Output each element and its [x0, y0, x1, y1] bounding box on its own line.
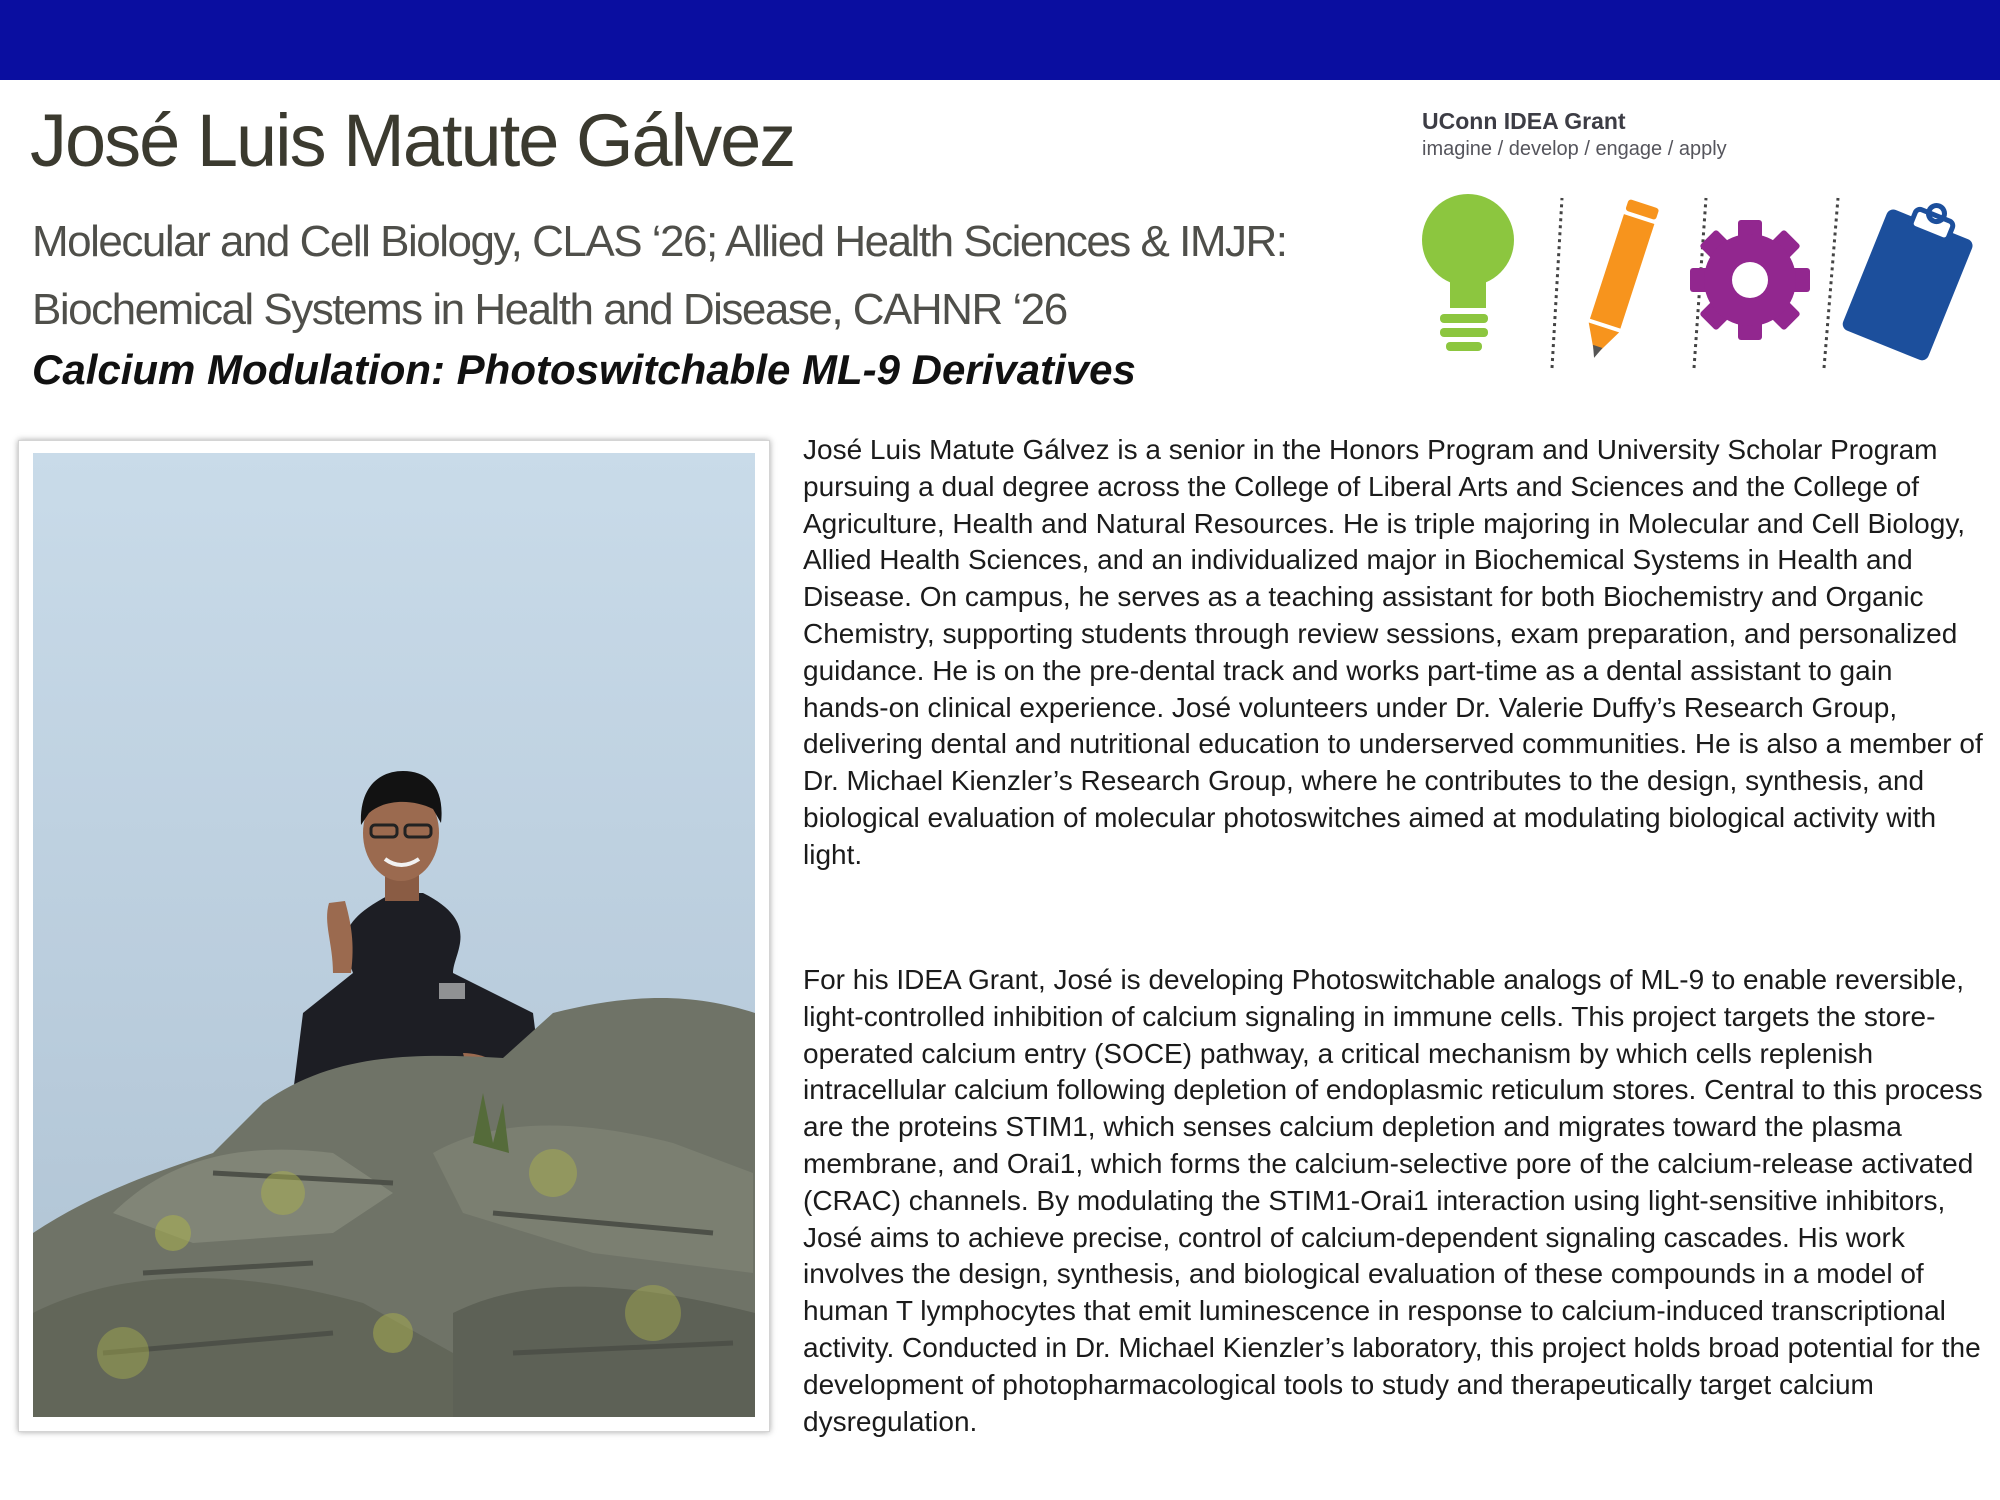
gear-icon — [1690, 220, 1810, 340]
idea-grant-logo — [1420, 106, 1980, 376]
top-banner — [0, 0, 2000, 80]
lightbulb-icon — [1422, 194, 1514, 351]
logo-title: UConn IDEA Grant — [1422, 108, 1626, 134]
student-bio: José Luis Matute Gálvez is a senior in the Honors Program and University Scholar Program pursuing a dual degree across the College of Liberal Arts and Sciences and the College of Agriculture, Health and Natural Resources. He is triple majoring in Molecular and Cell Biology, Allied Health Sciences, and an individualized major in Biochemical Systems in Health and Disease. On campus, he serves as a teaching assistant for both Biochemistry and Organic Chemistry, supporting students through review sessions, exam preparation, and personalized guidance. He is on the pre-dental track and works part-time as a dental assistant to gain hands-on clinical experience. José volunteers under Dr. Valerie Duffy’s Research Group, delivering dental and nutritional education to underserved communities. He is also a member of Dr. Michael Kienzler’s Research Group, where he contributes to the design, synthesis, and biological evaluation of molecular photoswitches aimed at modulating biological activity with light. — [803, 434, 1983, 870]
portrait-photo — [33, 453, 755, 1417]
portrait-photo-frame — [18, 440, 770, 1432]
pencil-icon — [1579, 199, 1659, 363]
project-title: Calcium Modulation: Photoswitchable ML-9 Derivatives — [32, 346, 1136, 393]
student-majors: Molecular and Cell Biology, CLAS ‘26; Allied Health Sciences & IMJR: Biochemical Systems in Health and Disease, CAHNR ‘26 — [32, 217, 1287, 334]
grant-description: For his IDEA Grant, José is developing Photoswitchable analogs of ML-9 to enable reversible, light-controlled inhibition of calcium signaling in immune cells. This project targets the store-operated calcium entry (SOCE) pathway, a critical mechanism by which cells replenish intracellular calcium following depletion of endoplasmic reticulum stores. Central to this process are the proteins STIM1, which senses calcium depletion and migrates toward the plasma membrane, and Orai1, which forms the calcium-selective pore of the calcium-release activated (CRAC) channels. By modulating the STIM1-Orai1 interaction using light-sensitive inhibitors, José aims to achieve precise, control of calcium-dependent signaling cascades. His work involves the design, synthesis, and biological evaluation of these compounds in a model of human T lymphocytes that emit luminescence in response to calcium-induced transcriptional activity. Conducted in Dr. Michael Kienzler’s laboratory, this project holds broad potential for the development of photopharmacological tools to study and therapeutically target calcium dysregulation. — [803, 964, 1983, 1437]
logo-tagline: imagine / develop / engage / apply — [1422, 138, 1727, 160]
clipboard-icon — [1841, 189, 1980, 363]
student-name: José Luis Matute Gálvez — [30, 99, 795, 182]
